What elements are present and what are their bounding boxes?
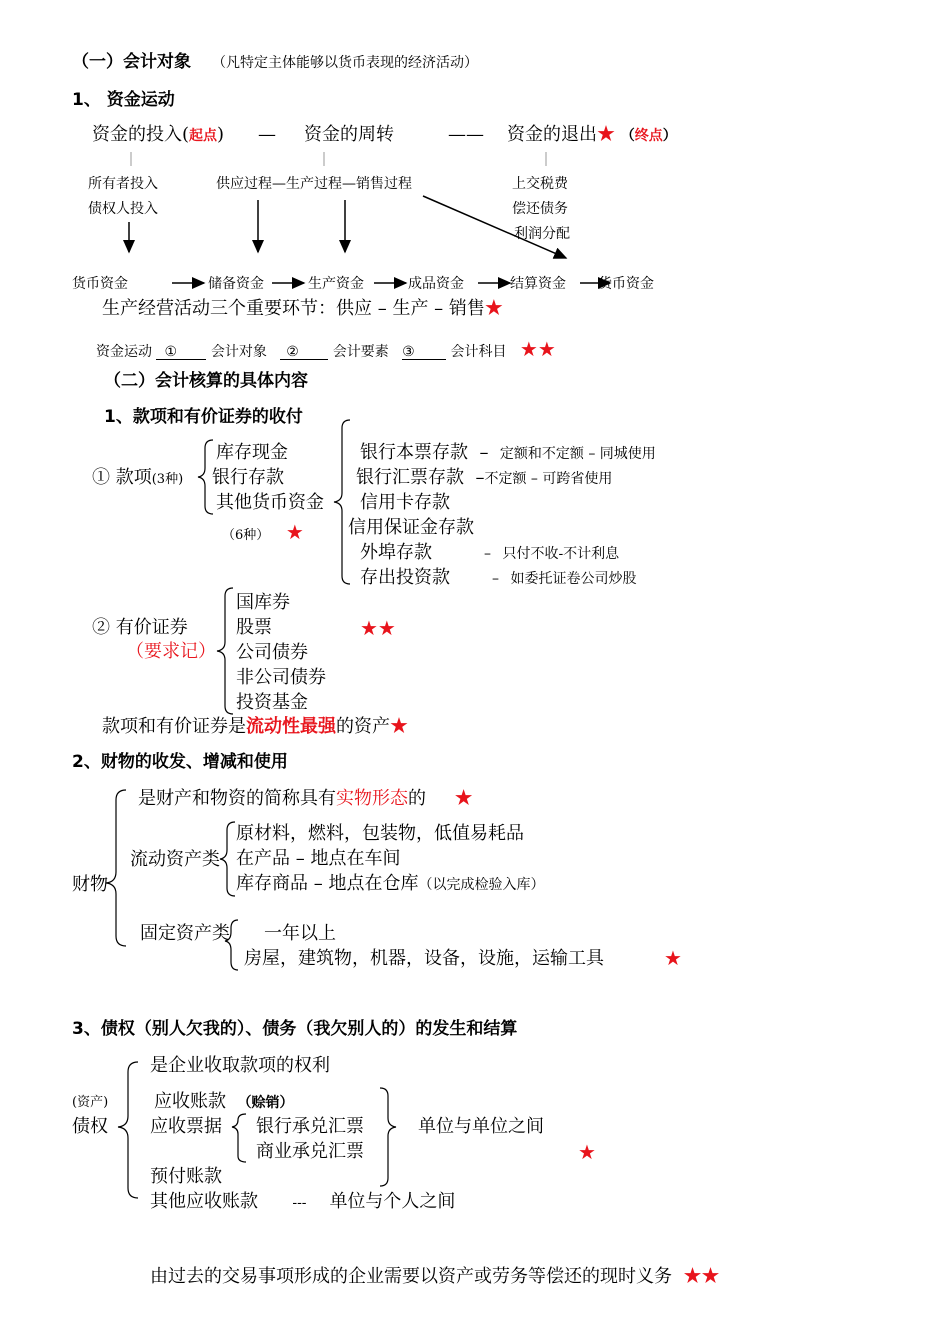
flow-turnover: 资金的周转 <box>304 124 394 145</box>
brace-right-units <box>380 1088 396 1186</box>
brace-notes <box>232 1114 246 1162</box>
notes-item-2: 商业承兑汇票 <box>256 1141 364 1162</box>
other-cash-4: 信用保证金存款 <box>348 517 474 538</box>
section1-sub1: 1、 资金运动 <box>72 90 175 110</box>
relation-line: 资金运动 ① 会计对象 ② 会计要素 ③ 会计科目 ★★ <box>96 337 556 361</box>
claims-item-2: 应收票据 <box>150 1116 222 1137</box>
securities-item-3: 公司债券 <box>236 642 308 663</box>
chain-1: 货币资金 <box>72 276 128 292</box>
three-links: 生产经营活动三个重要环节：供应 – 生产 – 销售★ <box>102 298 503 319</box>
flow-dash-2: —— <box>448 124 484 145</box>
brace-securities <box>217 588 233 714</box>
exit-item-1: 上交税费 <box>512 176 568 192</box>
cash-item-1: 库存现金 <box>216 442 288 463</box>
chain-4: 成品资金 <box>408 276 464 292</box>
fixed-label: 固定资产类 <box>140 923 230 944</box>
stars-relation: ★★ <box>519 337 556 361</box>
section1-note: （凡特定主体能够以货币表现的经济活动） <box>212 55 478 71</box>
exit-item-3: 利润分配 <box>514 226 570 242</box>
claims-label: 债权 <box>72 1116 108 1137</box>
other-cash-5: 外埠存款 – 只付不收-不计利息 <box>360 542 620 563</box>
cash-item-2: 银行存款 <box>212 467 284 488</box>
securities-label: ② 有价证券 <box>92 617 188 638</box>
cash-label: ① 款项(3种) <box>92 467 184 488</box>
flow-invest: 资金的投入(起点) <box>92 124 225 145</box>
claims-item-1: 应收账款 （赊销） <box>154 1091 294 1112</box>
chain-5: 结算资金 <box>510 276 566 292</box>
claims-item-4: 其他应收账款 --- 单位与个人之间 <box>150 1191 456 1212</box>
property-label: 财物 <box>72 874 108 895</box>
securities-item-2: 股票 <box>236 617 272 638</box>
stars-fixed: ★ <box>664 946 682 970</box>
chain-6: 货币资金 <box>598 276 654 292</box>
claims-item-3: 预付账款 <box>150 1166 222 1187</box>
other-cash-6: 存出投资款 – 如委托证卷公司炒股 <box>360 567 637 588</box>
chain-2: 储备资金 <box>208 276 264 292</box>
other-cash-1: 银行本票存款 – 定额和不定额 – 同城使用 <box>360 442 656 463</box>
exit-item-2: 偿还债务 <box>512 201 568 217</box>
securities-note: （要求记） <box>126 641 216 662</box>
between-units: 单位与单位之间 <box>418 1116 544 1137</box>
fixed-item-1: 一年以上 <box>264 923 336 944</box>
flow-exit: 资金的退出★ （终点） <box>507 124 677 145</box>
debt-def: 由过去的交易事项形成的企业需要以资产或劳务等偿还的现时义务 ★★ <box>150 1266 720 1287</box>
brace-current <box>220 822 235 896</box>
cash-other-note: （6种） ★ <box>222 520 304 544</box>
flow-dash-1: — <box>258 124 276 145</box>
fixed-item-2: 房屋，建筑物，机器，设备，设施，运输工具 <box>244 948 604 969</box>
section2-sub3: 3、债权（别人欠我的）、债务（我欠别人的）的发生和结算 <box>72 1019 518 1039</box>
brace-cash <box>198 440 213 514</box>
chain-3: 生产资金 <box>308 276 364 292</box>
notes-item-1: 银行承兑汇票 <box>256 1116 364 1137</box>
liquidity-line: 款项和有价证券是流动性最强的资产★ <box>102 716 408 737</box>
current-item-1: 原材料，燃料，包装物，低值易耗品 <box>236 823 524 844</box>
other-cash-2: 银行汇票存款 –不定额 – 可跨省使用 <box>356 467 613 488</box>
securities-item-1: 国库券 <box>236 592 290 613</box>
current-item-2: 在产品 – 地点在车间 <box>236 848 401 869</box>
current-item-3: 库存商品 – 地点在仓库（以完成检验入库） <box>236 873 545 894</box>
invest-item-2: 债权人投入 <box>88 201 158 217</box>
claims-asset-note: (资产) <box>72 1095 109 1110</box>
securities-item-5: 投资基金 <box>236 692 308 713</box>
stars-claims: ★ <box>578 1140 596 1164</box>
stars-securities: ★★ <box>360 616 396 640</box>
brace-property <box>106 790 126 946</box>
brace-claims <box>118 1062 138 1198</box>
section1-title: （一）会计对象 <box>72 52 191 72</box>
turnover-items: 供应过程—生产过程—销售过程 <box>216 176 412 192</box>
securities-item-4: 非公司债券 <box>236 667 326 688</box>
other-cash-3: 信用卡存款 <box>360 492 450 513</box>
property-def: 是财产和物资的简称具有实物形态的 ★ <box>138 788 473 809</box>
cash-item-3: 其他货币资金 <box>216 492 324 513</box>
brace-other-cash <box>334 420 350 584</box>
section2-sub1: 1、款项和有价证券的收付 <box>104 407 303 427</box>
section2-title: （二）会计核算的具体内容 <box>104 371 308 391</box>
current-label: 流动资产类 <box>130 849 220 870</box>
section2-sub2: 2、财物的收发、增减和使用 <box>72 752 288 772</box>
claims-def: 是企业收取款项的权利 <box>150 1055 330 1076</box>
invest-item-1: 所有者投入 <box>88 176 158 192</box>
